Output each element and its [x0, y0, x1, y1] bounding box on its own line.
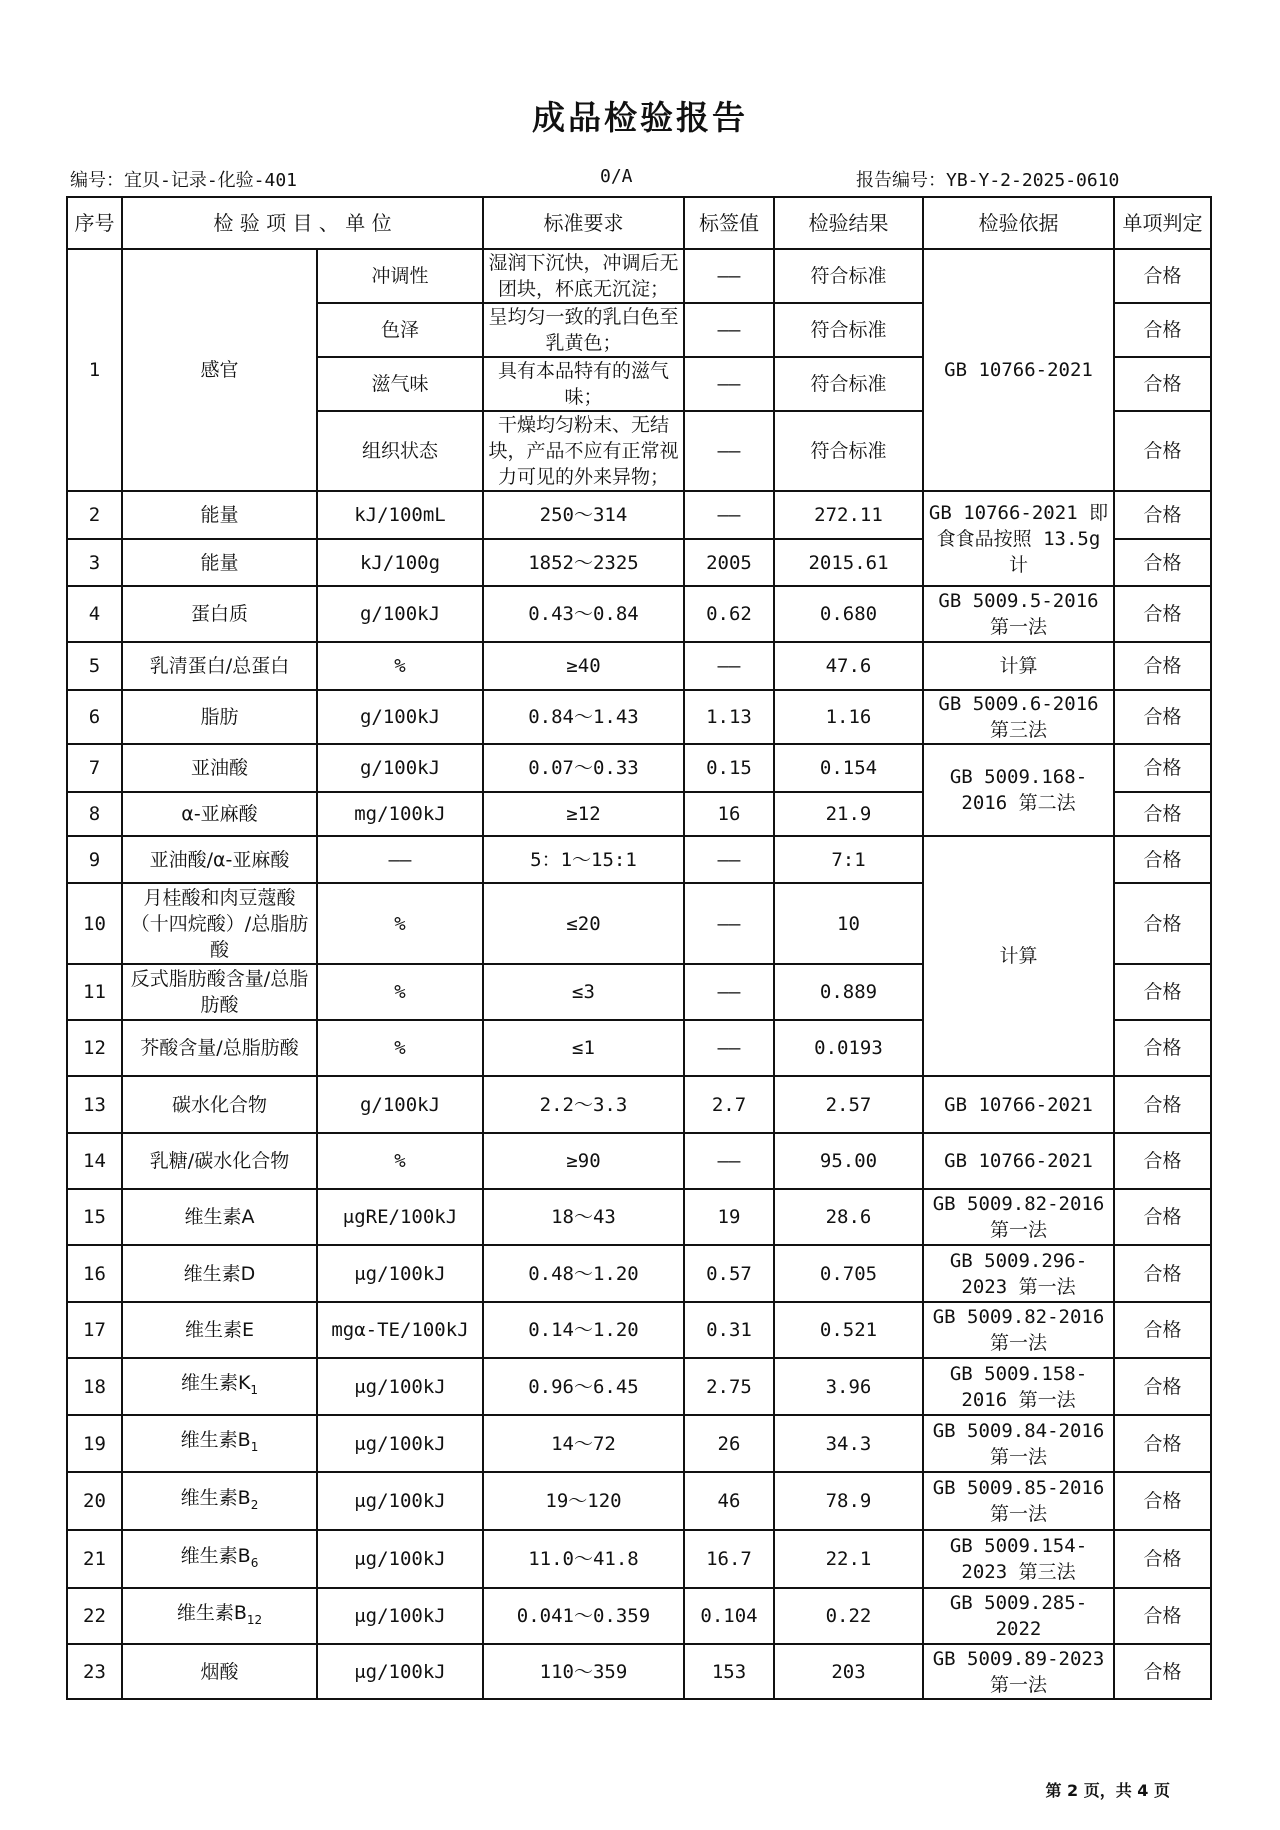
label-value: 19: [684, 1189, 774, 1245]
item-name: 维生素$B_{12}$: [122, 1588, 317, 1644]
label-value: ——: [684, 491, 774, 539]
row-number: 16: [67, 1245, 122, 1302]
label-value: 153: [684, 1644, 774, 1699]
label-value: ——: [684, 883, 774, 964]
item-unit: g/100kJ: [317, 690, 483, 744]
label-value: ——: [684, 642, 774, 690]
test-basis: GB 5009.82-2016 第一法: [923, 1302, 1114, 1358]
standard-requirement: 0.96～6.45: [483, 1358, 684, 1415]
sub-item: 色泽: [317, 303, 483, 357]
row-number: 17: [67, 1302, 122, 1358]
item-name: 月桂酸和肉豆蔻酸（十四烷酸）/总脂肪酸: [122, 883, 317, 964]
label-value: 16.7: [684, 1530, 774, 1588]
table-row: [67, 836, 1211, 883]
item-name: 能量: [122, 491, 317, 539]
test-result: 0.705: [774, 1245, 923, 1302]
row-number: 11: [67, 964, 122, 1020]
standard-requirement: 5：1～15:1: [483, 836, 684, 883]
test-result: 0.521: [774, 1302, 923, 1358]
test-result: 203: [774, 1644, 923, 1699]
label-value: 0.31: [684, 1302, 774, 1358]
standard-requirement: 0.07～0.33: [483, 744, 684, 792]
test-basis: 计算: [923, 642, 1114, 690]
test-basis: GB 5009.85-2016 第一法: [923, 1472, 1114, 1530]
test-result: 28.6: [774, 1189, 923, 1245]
item-unit: μg/100kJ: [317, 1358, 483, 1415]
row-number: 23: [67, 1644, 122, 1699]
row-number: 5: [67, 642, 122, 690]
inspection-table: [66, 196, 1212, 1700]
test-result: 78.9: [774, 1472, 923, 1530]
standard-requirement: 110～359: [483, 1644, 684, 1699]
test-basis: GB 10766-2021: [923, 249, 1114, 491]
item-unit: g/100kJ: [317, 586, 483, 642]
item-name: 芥酸含量/总脂肪酸: [122, 1020, 317, 1076]
verdict: 合格: [1114, 1076, 1211, 1133]
item-unit: g/100kJ: [317, 744, 483, 792]
item-name: 乳清蛋白/总蛋白: [122, 642, 317, 690]
column-header: 检 验 项 目 、 单 位: [122, 197, 483, 249]
verdict: 合格: [1114, 1020, 1211, 1076]
test-basis: GB 10766-2021: [923, 1076, 1114, 1133]
table-row: [67, 586, 1211, 642]
item-name: 能量: [122, 539, 317, 586]
table-header-row: [67, 197, 1211, 249]
item-unit: μg/100kJ: [317, 1415, 483, 1472]
item-subscript: 1: [250, 1382, 259, 1397]
test-result: 0.680: [774, 586, 923, 642]
item-name: 亚油酸: [122, 744, 317, 792]
item-name: 维生素$B_6$: [122, 1530, 317, 1588]
item-unit: μg/100kJ: [317, 1644, 483, 1699]
standard-requirement: 14～72: [483, 1415, 684, 1472]
verdict: 合格: [1114, 249, 1211, 303]
verdict: 合格: [1114, 1644, 1211, 1699]
verdict: 合格: [1114, 836, 1211, 883]
test-result: 0.22: [774, 1588, 923, 1644]
item-unit: μg/100kJ: [317, 1530, 483, 1588]
verdict: 合格: [1114, 357, 1211, 411]
sub-item: 组织状态: [317, 411, 483, 491]
verdict: 合格: [1114, 1472, 1211, 1530]
item-name: 脂肪: [122, 690, 317, 744]
verdict: 合格: [1114, 586, 1211, 642]
test-result: 符合标准: [774, 357, 923, 411]
table-row: [67, 491, 1211, 539]
standard-requirement: 250～314: [483, 491, 684, 539]
row-number: 3: [67, 539, 122, 586]
row-number: 10: [67, 883, 122, 964]
label-value: 2.7: [684, 1076, 774, 1133]
test-basis: GB 5009.296-2023 第一法: [923, 1245, 1114, 1302]
item-subscript: 6: [250, 1555, 259, 1570]
sub-item: 冲调性: [317, 249, 483, 303]
test-result: 95.00: [774, 1133, 923, 1189]
item-name: 反式脂肪酸含量/总脂肪酸: [122, 964, 317, 1020]
item-unit: kJ/100g: [317, 539, 483, 586]
table-row: [67, 1644, 1211, 1699]
row-number: 15: [67, 1189, 122, 1245]
label-value: ——: [684, 357, 774, 411]
item-name: 维生素D: [122, 1245, 317, 1302]
label-value: ——: [684, 1020, 774, 1076]
table-row: [67, 1415, 1211, 1472]
doc-version: 0/A: [600, 166, 633, 187]
test-basis: GB 10766-2021: [923, 1133, 1114, 1189]
test-basis: GB 10766-2021 即食食品按照 13.5g计: [923, 491, 1114, 586]
item-name: 维生素E: [122, 1302, 317, 1358]
test-result: 272.11: [774, 491, 923, 539]
row-number: 8: [67, 792, 122, 836]
verdict: 合格: [1114, 1189, 1211, 1245]
item-subscript: 12: [246, 1612, 263, 1627]
table-row: [67, 1245, 1211, 1302]
test-basis: GB 5009.285-2022: [923, 1588, 1114, 1644]
test-result: 34.3: [774, 1415, 923, 1472]
label-value: 46: [684, 1472, 774, 1530]
test-basis: GB 5009.158-2016 第一法: [923, 1358, 1114, 1415]
row-number: 1: [67, 249, 122, 491]
table-row: [67, 1472, 1211, 1530]
standard-requirement: ≥90: [483, 1133, 684, 1189]
row-number: 22: [67, 1588, 122, 1644]
verdict: 合格: [1114, 1530, 1211, 1588]
table-row: [67, 690, 1211, 744]
row-number: 19: [67, 1415, 122, 1472]
label-value: 2.75: [684, 1358, 774, 1415]
verdict: 合格: [1114, 642, 1211, 690]
column-header: 序号: [67, 197, 122, 249]
column-header: 检验依据: [923, 197, 1114, 249]
item-unit: ——: [317, 836, 483, 883]
table-row: [67, 249, 1211, 303]
item-name: 烟酸: [122, 1644, 317, 1699]
test-basis: GB 5009.84-2016 第一法: [923, 1415, 1114, 1472]
test-result: 符合标准: [774, 303, 923, 357]
item-name: 乳糖/碳水化合物: [122, 1133, 317, 1189]
item-name: 蛋白质: [122, 586, 317, 642]
verdict: 合格: [1114, 1302, 1211, 1358]
standard-requirement: ≤20: [483, 883, 684, 964]
standard-requirement: 18～43: [483, 1189, 684, 1245]
test-result: 0.889: [774, 964, 923, 1020]
item-name: 维生素$K_1$: [122, 1358, 317, 1415]
item-name: 感官: [122, 249, 317, 491]
item-unit: mg/100kJ: [317, 792, 483, 836]
standard-requirement: 0.041～0.359: [483, 1588, 684, 1644]
test-result: 1.16: [774, 690, 923, 744]
test-result: 2015.61: [774, 539, 923, 586]
test-basis: GB 5009.168-2016 第二法: [923, 744, 1114, 836]
item-subscript: 1: [250, 1439, 259, 1454]
verdict: 合格: [1114, 744, 1211, 792]
row-number: 18: [67, 1358, 122, 1415]
table-row: [67, 1588, 1211, 1644]
standard-requirement: ≤3: [483, 964, 684, 1020]
test-result: 3.96: [774, 1358, 923, 1415]
test-basis: 计算: [923, 836, 1114, 1076]
column-header: 标签值: [684, 197, 774, 249]
item-subscript: 2: [250, 1497, 259, 1512]
item-unit: μg/100kJ: [317, 1245, 483, 1302]
test-result: 7:1: [774, 836, 923, 883]
standard-requirement: ≥40: [483, 642, 684, 690]
verdict: 合格: [1114, 491, 1211, 539]
row-number: 4: [67, 586, 122, 642]
column-header: 标准要求: [483, 197, 684, 249]
label-value: 0.15: [684, 744, 774, 792]
item-name: α-亚麻酸: [122, 792, 317, 836]
item-unit: kJ/100mL: [317, 491, 483, 539]
label-value: 26: [684, 1415, 774, 1472]
test-result: 21.9: [774, 792, 923, 836]
test-result: 10: [774, 883, 923, 964]
verdict: 合格: [1114, 1588, 1211, 1644]
verdict: 合格: [1114, 883, 1211, 964]
label-value: ——: [684, 964, 774, 1020]
test-result: 0.154: [774, 744, 923, 792]
verdict: 合格: [1114, 690, 1211, 744]
row-number: 7: [67, 744, 122, 792]
standard-requirement: 0.14～1.20: [483, 1302, 684, 1358]
item-unit: μg/100kJ: [317, 1472, 483, 1530]
standard-requirement: 0.43～0.84: [483, 586, 684, 642]
row-number: 6: [67, 690, 122, 744]
label-value: ——: [684, 411, 774, 491]
item-name: 维生素$B_1$: [122, 1415, 317, 1472]
standard-requirement: 0.84～1.43: [483, 690, 684, 744]
test-basis: GB 5009.154-2023 第三法: [923, 1530, 1114, 1588]
test-result: 22.1: [774, 1530, 923, 1588]
item-unit: %: [317, 642, 483, 690]
test-basis: GB 5009.5-2016 第一法: [923, 586, 1114, 642]
table-row: [67, 1133, 1211, 1189]
row-number: 12: [67, 1020, 122, 1076]
column-header: 单项判定: [1114, 197, 1211, 249]
row-number: 9: [67, 836, 122, 883]
label-value: 0.104: [684, 1588, 774, 1644]
verdict: 合格: [1114, 964, 1211, 1020]
label-value: 1.13: [684, 690, 774, 744]
verdict: 合格: [1114, 792, 1211, 836]
standard-requirement: 2.2～3.3: [483, 1076, 684, 1133]
verdict: 合格: [1114, 1133, 1211, 1189]
row-number: 20: [67, 1472, 122, 1530]
table-row: [67, 1358, 1211, 1415]
test-basis: GB 5009.6-2016 第三法: [923, 690, 1114, 744]
verdict: 合格: [1114, 1358, 1211, 1415]
item-unit: %: [317, 964, 483, 1020]
row-number: 2: [67, 491, 122, 539]
label-value: 0.62: [684, 586, 774, 642]
test-result: 2.57: [774, 1076, 923, 1133]
label-value: 16: [684, 792, 774, 836]
verdict: 合格: [1114, 539, 1211, 586]
label-value: ——: [684, 249, 774, 303]
table-row: [67, 1189, 1211, 1245]
test-basis: GB 5009.82-2016 第一法: [923, 1189, 1114, 1245]
verdict: 合格: [1114, 1415, 1211, 1472]
item-unit: %: [317, 1020, 483, 1076]
item-name: 亚油酸/α-亚麻酸: [122, 836, 317, 883]
report-title: 成品检验报告: [532, 98, 748, 137]
label-value: 2005: [684, 539, 774, 586]
doc-number: 编号：宜贝-记录-化验-401: [70, 170, 298, 191]
standard-requirement: 19～120: [483, 1472, 684, 1530]
item-name: 碳水化合物: [122, 1076, 317, 1133]
test-result: 符合标准: [774, 249, 923, 303]
verdict: 合格: [1114, 303, 1211, 357]
standard-requirement: 0.48～1.20: [483, 1245, 684, 1302]
verdict: 合格: [1114, 411, 1211, 491]
standard-requirement: 11.0～41.8: [483, 1530, 684, 1588]
item-unit: g/100kJ: [317, 1076, 483, 1133]
standard-requirement: 具有本品特有的滋气味；: [483, 357, 684, 411]
table-row: [67, 1302, 1211, 1358]
page-number: 第 2 页，共 4 页: [1045, 1781, 1170, 1800]
item-unit: μg/100kJ: [317, 1588, 483, 1644]
verdict: 合格: [1114, 1245, 1211, 1302]
table-row: [67, 1530, 1211, 1588]
column-header: 检验结果: [774, 197, 923, 249]
item-unit: %: [317, 1133, 483, 1189]
label-value: ——: [684, 836, 774, 883]
label-value: ——: [684, 1133, 774, 1189]
item-name: 维生素A: [122, 1189, 317, 1245]
table-row: [67, 642, 1211, 690]
row-number: 13: [67, 1076, 122, 1133]
table-row: [67, 1076, 1211, 1133]
table-row: [67, 744, 1211, 792]
row-number: 14: [67, 1133, 122, 1189]
label-value: 0.57: [684, 1245, 774, 1302]
item-unit: %: [317, 883, 483, 964]
test-basis: GB 5009.89-2023 第一法: [923, 1644, 1114, 1699]
item-unit: μgRE/100kJ: [317, 1189, 483, 1245]
item-name: 维生素$B_2$: [122, 1472, 317, 1530]
standard-requirement: 呈均匀一致的乳白色至乳黄色；: [483, 303, 684, 357]
standard-requirement: 1852～2325: [483, 539, 684, 586]
standard-requirement: ≥12: [483, 792, 684, 836]
row-number: 21: [67, 1530, 122, 1588]
standard-requirement: 湿润下沉快，冲调后无团块，杯底无沉淀；: [483, 249, 684, 303]
test-result: 符合标准: [774, 411, 923, 491]
standard-requirement: 干燥均匀粉末、无结块，产品不应有正常视力可见的外来异物；: [483, 411, 684, 491]
report-number: 报告编号：YB-Y-2-2025-0610: [856, 170, 1120, 191]
label-value: ——: [684, 303, 774, 357]
sub-item: 滋气味: [317, 357, 483, 411]
test-result: 47.6: [774, 642, 923, 690]
standard-requirement: ≤1: [483, 1020, 684, 1076]
item-unit: mgα-TE/100kJ: [317, 1302, 483, 1358]
test-result: 0.0193: [774, 1020, 923, 1076]
